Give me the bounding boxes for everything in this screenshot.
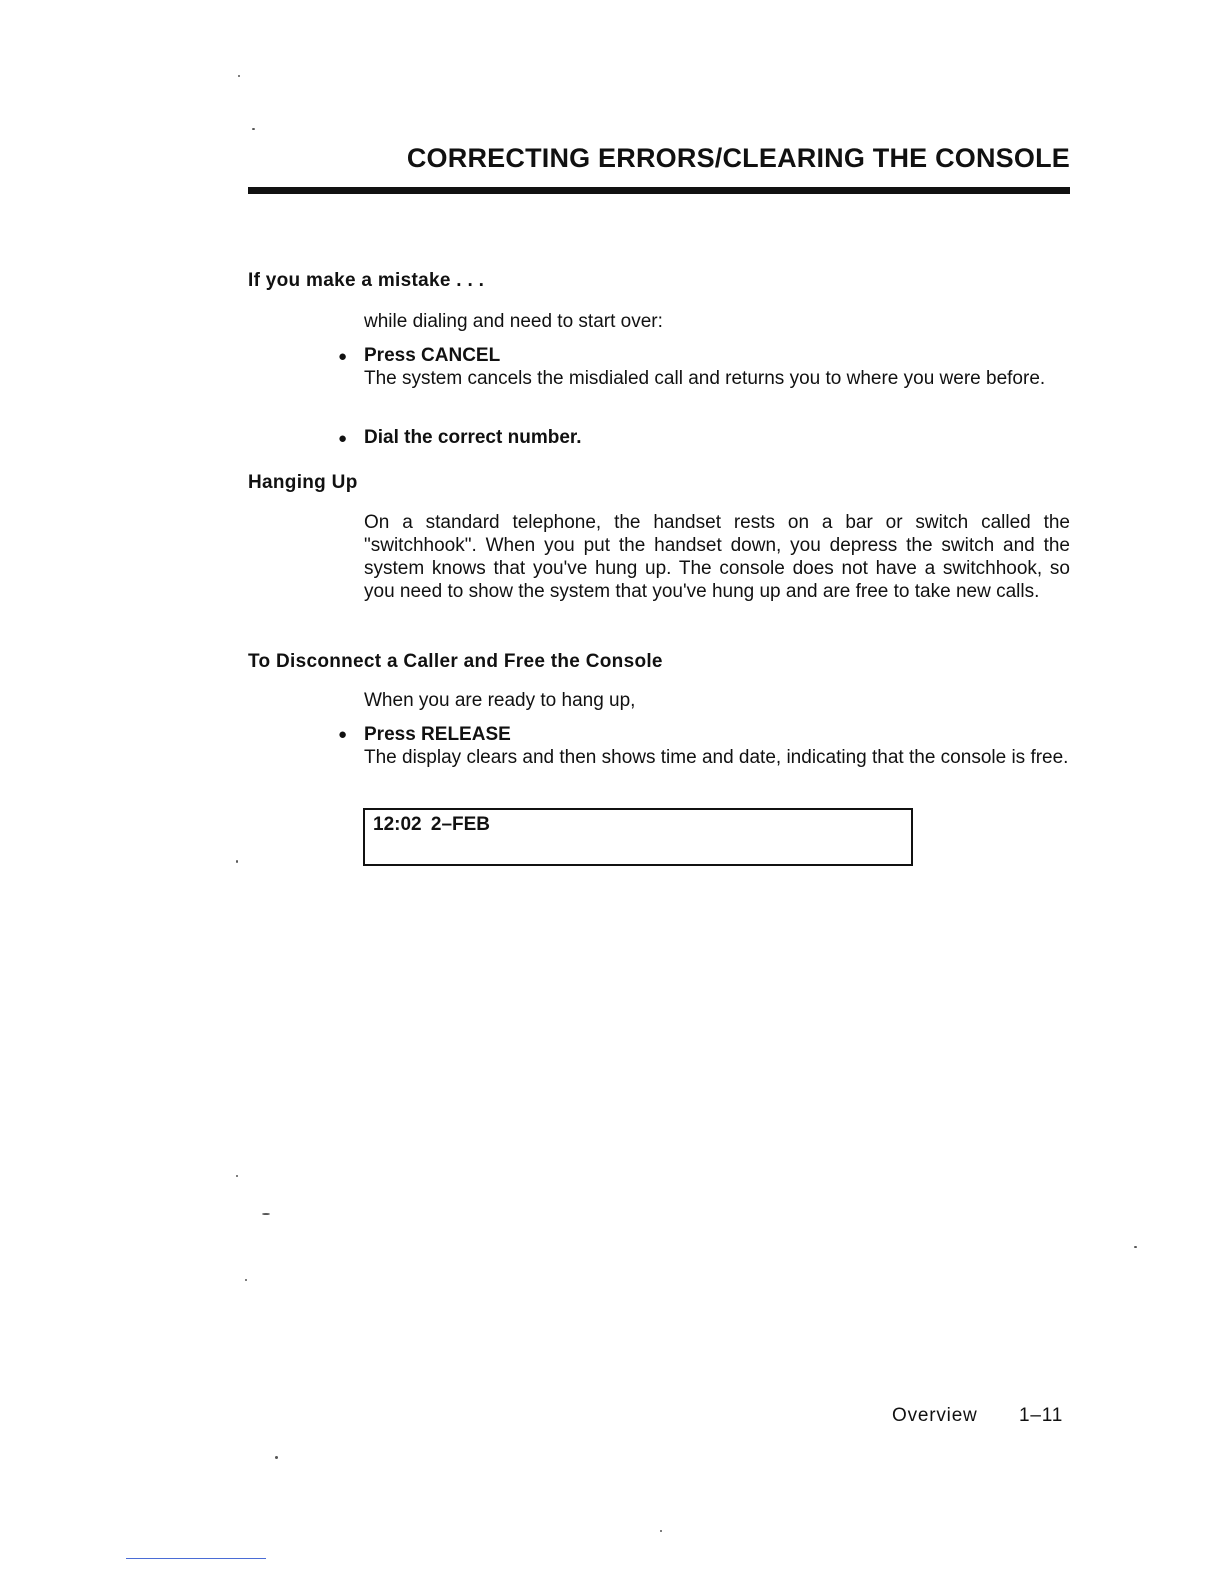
scan-speck [660,1530,662,1532]
scan-speck [1134,1246,1137,1248]
disconnect-intro: When you are ready to hang up, [364,690,636,711]
bullet-icon: ● [338,430,348,447]
bullet-icon: ● [338,348,348,365]
bullet-icon: ● [338,726,348,743]
scan-speck [236,1175,238,1177]
step-command: Press RELEASE [364,724,511,745]
scan-speck [275,1456,278,1459]
scan-speck [236,860,238,863]
step-command: Dial the correct number. [364,427,582,448]
hanging-up-body: On a standard telephone, the handset rests on a bar or switch called the "switchhook". When you put the handset down, you depress the switch and the system knows that you've hung up. The console does not have a switchhook, so you need to show the system that you've hung up and are free to take new calls. [364,512,1070,602]
step-command: Press CANCEL [364,345,501,366]
console-display-text: 12:02 2–FEB [373,814,491,835]
console-display [363,808,913,866]
footer-section-name: Overview [892,1405,978,1426]
step-result: The system cancels the misdialed call and returns you to where you were before. [364,368,1046,389]
scan-underline-artifact [126,1558,266,1559]
step-result: The display clears and then shows time and date, indicating that the console is free. [364,747,1069,768]
scan-speck [262,1213,270,1215]
step-press-release [364,723,1070,769]
heading-hanging-up: Hanging Up [248,472,358,493]
scan-speck [245,1279,247,1281]
title-rule [248,187,1070,194]
step-dial-correct-number [364,426,1070,449]
step-press-cancel [364,344,1070,390]
footer-page-number: 1–11 [1019,1405,1064,1426]
heading-disconnect: To Disconnect a Caller and Free the Console [248,651,663,672]
heading-mistake: If you make a mistake . . . [248,270,485,291]
scan-speck [238,75,240,77]
scan-speck [252,128,255,130]
mistake-intro: while dialing and need to start over: [364,311,663,332]
page-title: CORRECTING ERRORS/CLEARING THE CONSOLE [406,143,1070,173]
